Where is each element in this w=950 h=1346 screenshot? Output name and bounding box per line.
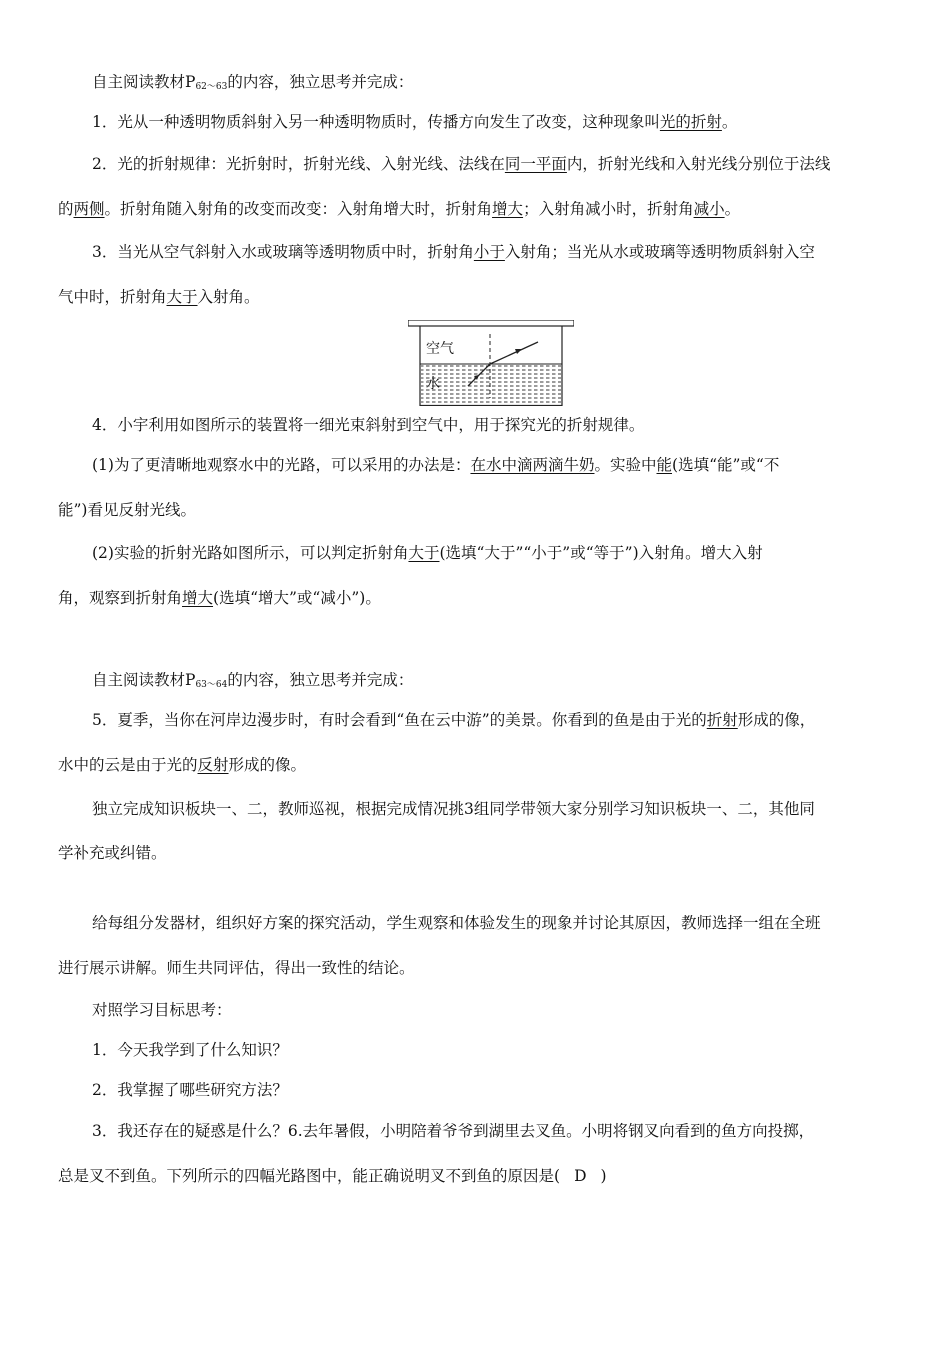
q4-p2-l2-end: (选填“增大”或“减小”)。	[213, 589, 381, 607]
intro-text-2: 的内容，独立思考并完成：	[227, 671, 414, 689]
question-3-line1	[92, 242, 815, 262]
q4-p2-text-2: (选填“大于”“小于”或“等于”)入射角。增大入射	[439, 544, 763, 562]
q3-text: 3．当光从空气斜射入水或玻璃等透明物质中时，折射角	[92, 243, 474, 261]
section2-paragraph-line1: 独立完成知识板块一、二，教师巡视，根据完成情况挑3组同学带领大家分别学习知识板块一、二，其他同	[92, 800, 815, 818]
q4-p2-text: (2)实验的折射光路如图所示，可以判定折射角	[92, 544, 409, 562]
q5-l2-text: 水中的云是由于光的	[58, 756, 198, 774]
q3-text-2: 入射角；当光从水或玻璃等透明物质斜射入空	[504, 243, 815, 261]
reflect-item-3-line1: 3．我还存在的疑惑是什么？6.去年暑假，小明陪着爷爷到湖里去叉鱼。小明将钢叉向看到的鱼方向投掷，	[92, 1122, 815, 1140]
air-label: 空气	[426, 341, 454, 357]
page-range: 63～64	[195, 680, 228, 690]
q1-end: 。	[721, 113, 738, 131]
q2-text: 2．光的折射规律：光折射时，折射光线、入射光线、法线在	[92, 155, 505, 173]
q2-l2-text-3: ；入射角减小时，折射角	[523, 200, 694, 218]
section2-paragraph-line2: 学补充或纠错。	[58, 844, 167, 862]
section3-paragraph-line1: 给每组分发器材，组织好方案的探究活动，学生观察和体验发生的现象并讨论其原因，教师选择一组在全班	[92, 914, 821, 932]
section2-intro	[92, 670, 413, 695]
question-4-part1-line1	[92, 455, 779, 475]
reflect-item-2: 2．我掌握了哪些研究方法？	[92, 1081, 288, 1099]
q6-text: 总是叉不到鱼。下列所示的四幅光路图中，能正确说明叉不到鱼的原因是(	[58, 1167, 561, 1185]
intro-text: 自主阅读教材P	[92, 73, 196, 91]
answer-blank: 折射	[706, 711, 738, 729]
water-body	[421, 364, 561, 405]
reflect-item-3-line2	[58, 1166, 607, 1186]
refracted-ray	[490, 342, 538, 364]
answer-blank: 大于	[166, 288, 198, 306]
q3-l2-text: 气中时，折射角	[58, 288, 167, 306]
question-4-stem: 4．小宇利用如图所示的装置将一细光束斜射到空气中，用于探究光的折射规律。	[92, 416, 645, 434]
question-2-line2	[58, 199, 740, 219]
answer-blank: 两侧	[73, 200, 105, 218]
q3-l2-end: 入射角。	[197, 288, 260, 306]
section3-paragraph-line2: 进行展示讲解。师生共同评估，得出一致性的结论。	[58, 959, 415, 977]
q2-text-2: 内，折射光线和入射光线分别位于法线	[566, 155, 831, 173]
q2-l2-text-2: 。折射角随入射角的改变而改变：入射角增大时，折射角	[104, 200, 493, 218]
water-label: 水	[426, 376, 440, 392]
question-5-line1	[92, 710, 815, 730]
question-4-part1-line2: 能”)看见反射光线。	[58, 501, 196, 519]
intro-text: 自主阅读教材P	[92, 671, 196, 689]
question-4-part2-line1	[92, 543, 763, 563]
answer-blank: 小于	[473, 243, 505, 261]
answer-blank: 增大	[492, 200, 524, 218]
tank-lid	[408, 320, 574, 326]
q6-end: )	[600, 1167, 607, 1185]
question-4-part2-line2	[58, 588, 381, 608]
q4-p1-text: (1)为了更清晰地观察水中的光路，可以采用的办法是：	[92, 456, 471, 474]
reflect-item-1: 1．今天我学到了什么知识？	[92, 1041, 288, 1059]
question-5-line2	[58, 755, 306, 775]
answer-blank: 在水中滴两滴牛奶	[470, 456, 595, 474]
q4-p1-text-2: 。实验中	[594, 456, 657, 474]
q5-text-2: 形成的像，	[737, 711, 816, 729]
question-3-line2	[58, 287, 260, 307]
reflect-heading: 对照学习目标思考：	[92, 1001, 232, 1019]
section1-intro	[92, 72, 413, 97]
question-2-line1	[92, 154, 830, 174]
answer-blank: 大于	[408, 544, 440, 562]
q5-text: 5．夏季，当你在河岸边漫步时，有时会看到“鱼在云中游”的美景。你看到的鱼是由于光的	[92, 711, 707, 729]
page-range: 62～63	[195, 82, 228, 92]
answer-blank: 增大	[182, 589, 214, 607]
answer-blank: 光的折射	[659, 113, 722, 131]
intro-text-2: 的内容，独立思考并完成：	[227, 73, 414, 91]
q4-p1-text-3: (选填“能”或“不	[672, 456, 780, 474]
q2-l2-end: 。	[724, 200, 741, 218]
answer-blank: 能	[656, 456, 673, 474]
answer-blank: 减小	[693, 200, 725, 218]
q2-l2-text: 的	[58, 200, 74, 218]
question-1	[92, 112, 737, 132]
answer-blank: 反射	[197, 756, 229, 774]
q4-p2-l2-text: 角，观察到折射角	[58, 589, 183, 607]
answer-blank: 同一平面	[504, 155, 567, 173]
refraction-figure	[408, 320, 574, 406]
answer-choice: D	[574, 1167, 587, 1185]
ray-arrow-icon-2	[515, 349, 522, 354]
q1-text: 1．光从一种透明物质斜射入另一种透明物质时，传播方向发生了改变，这种现象叫	[92, 113, 660, 131]
q5-l2-end: 形成的像。	[228, 756, 307, 774]
